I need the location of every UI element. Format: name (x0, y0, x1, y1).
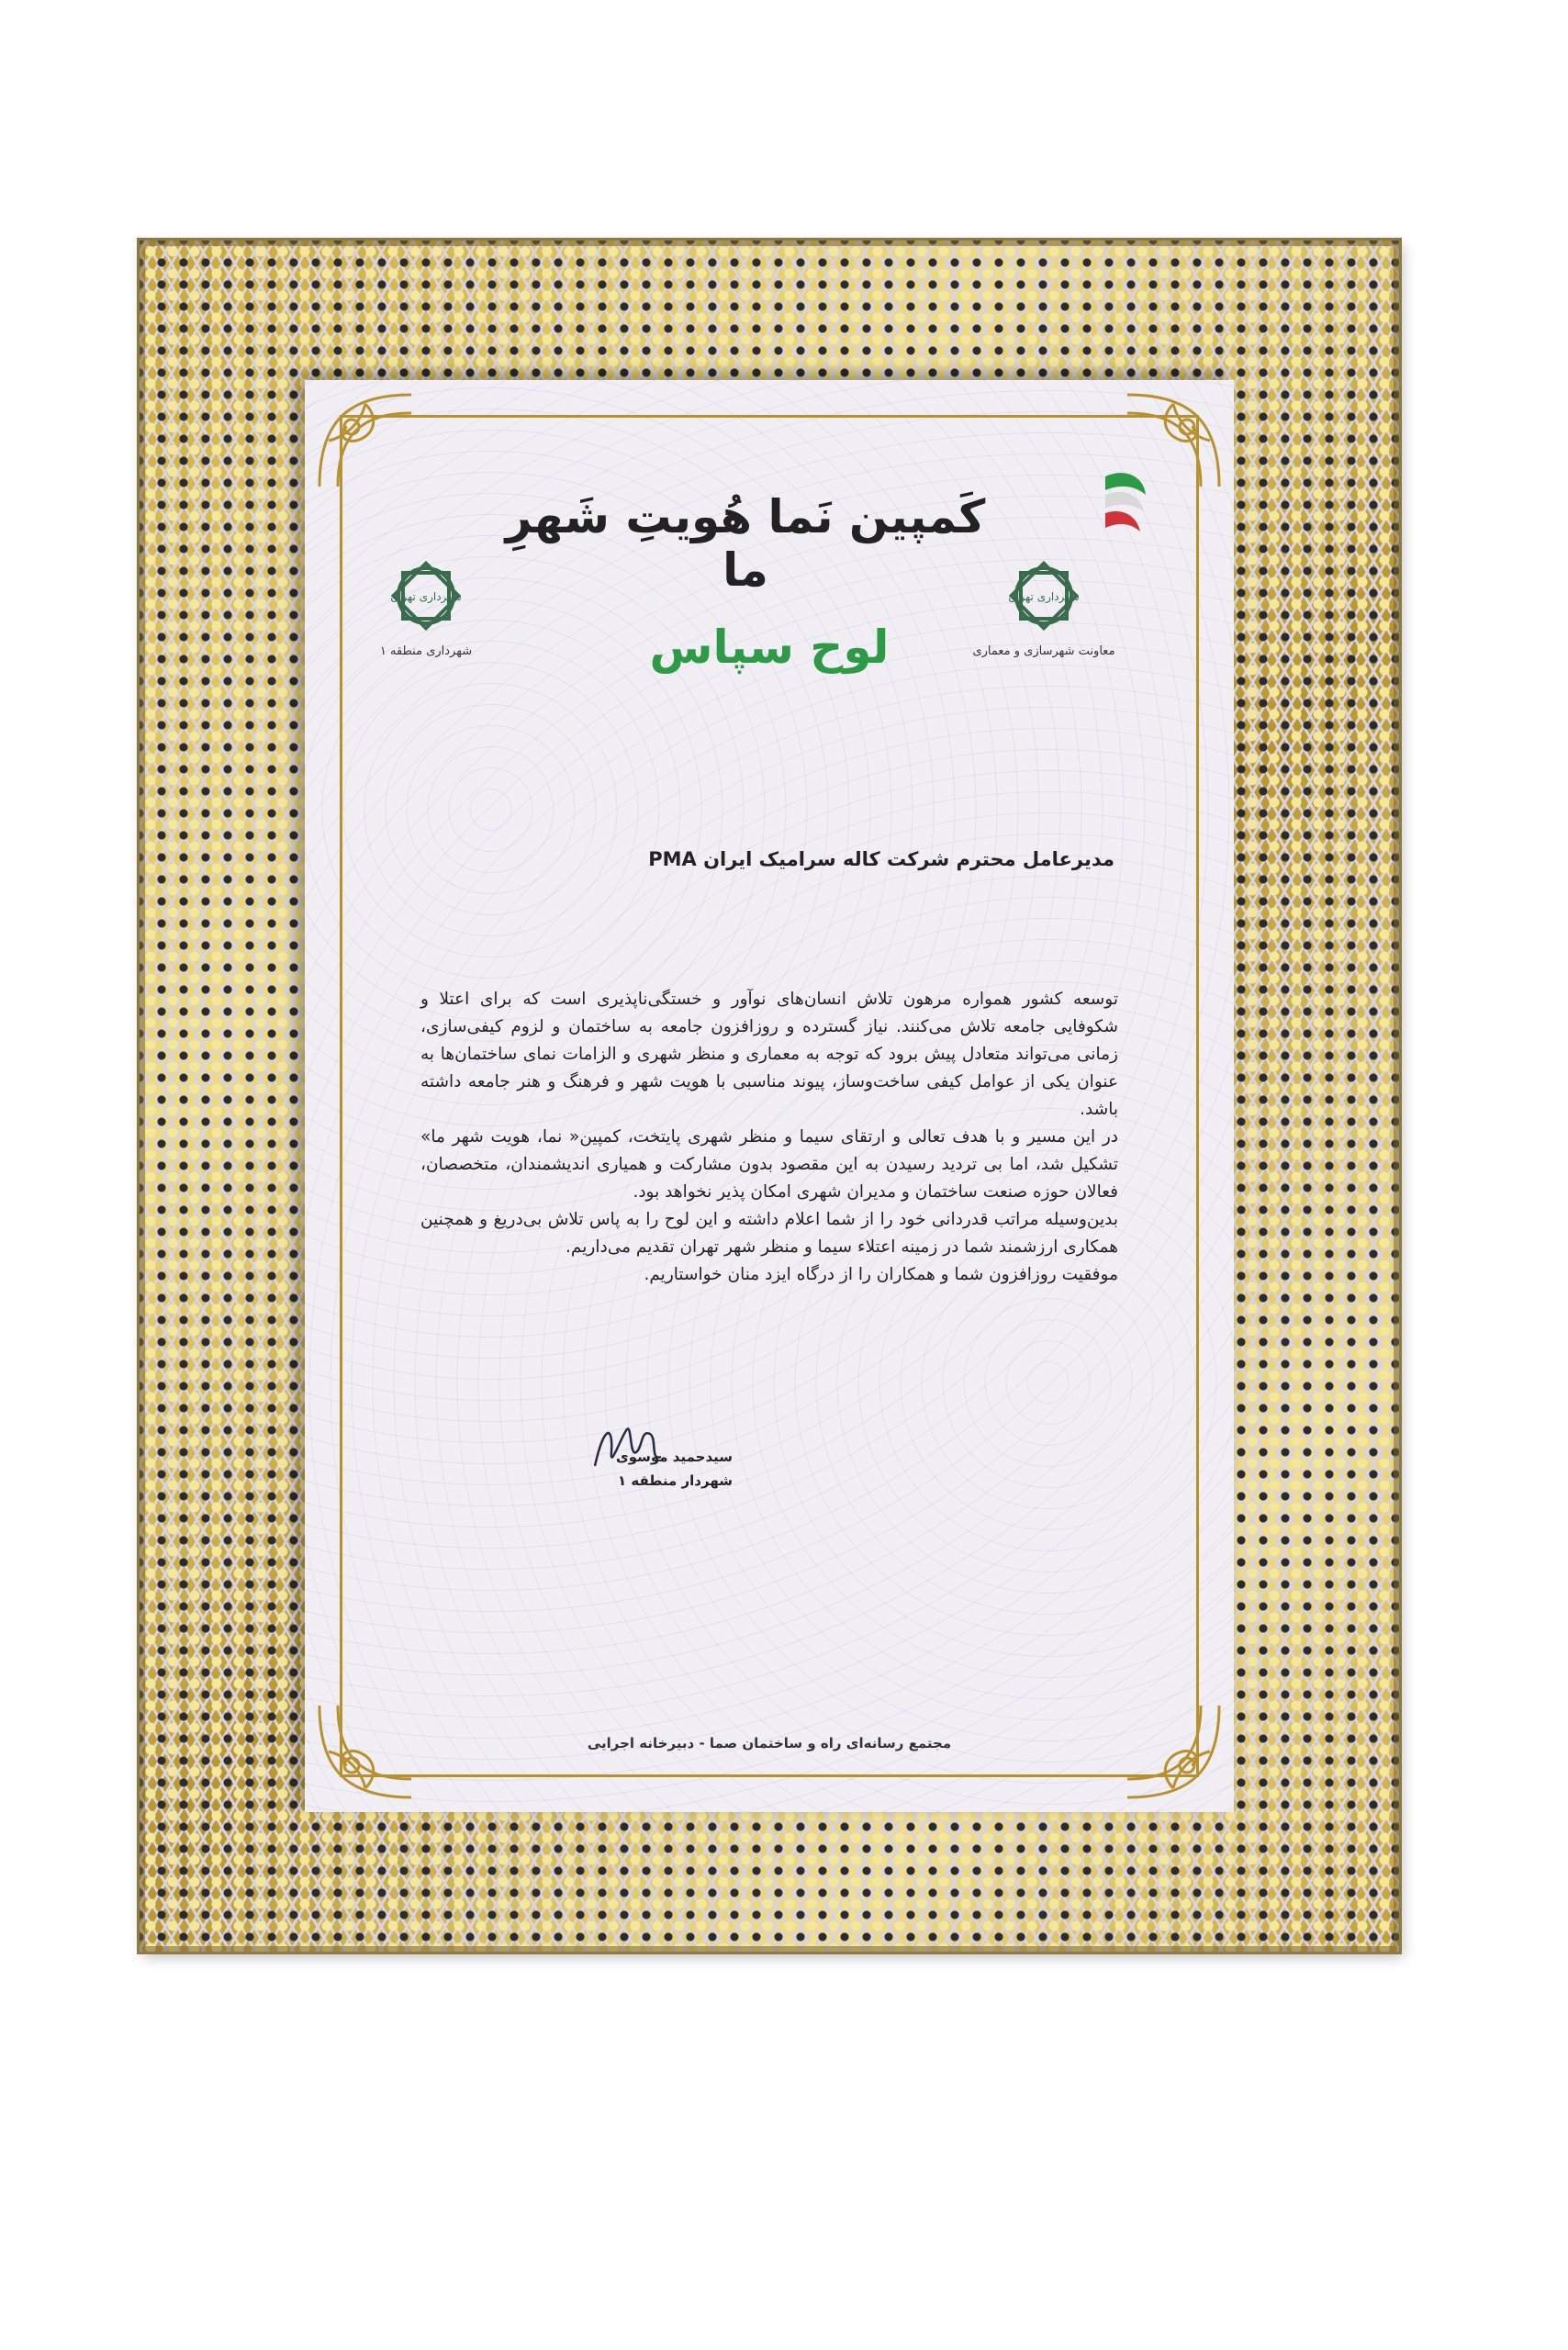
signature-block (531, 1445, 733, 1493)
certificate-paper (305, 380, 1234, 1812)
body-paragraph: در این مسیر و با هدف تعالی و ارتقای سیما و منظر شهری پایتخت، کمپین« نما، هویت شهر ما» تشکیل شد، اما بی تردید رسیدن به این مقصود بدون مشارکت و همیاری اندیشمندان، متخصصان، فعالان حوزه صنعت ساختمان و مدیران شهری امکان پذیر نخواهد بود. (420, 1127, 1118, 1202)
body-paragraph: توسعه کشور همواره مرهون تلاش انسان‌های نوآور و خستگی‌ناپذیری است که برای اعتلا و شکوفایی جامعه تلاش می‌کنند. نیاز گسترده و روزافزون جامعه به ساختمان و لزوم کیفی‌سازی، زمانی می‌تواند متعادل پیش برود که توجه به معماری و منظر شهری و الزامات نمای ساختمان‌ها به عنوان یکی از عوامل کیفی ساخت‌وساز، پیوند مناسبی با هویت شهر و فرهنگ و هنر جامعه داشته باشد. (420, 990, 1118, 1119)
campaign-title: کَمپین نَما هُویتِ شَهرِ ما (505, 490, 986, 597)
recipient-line: مدیرعامل محترم شرکت کاله سرامیک ایران PMA (648, 848, 1114, 870)
ornament-corner-icon (1118, 1696, 1228, 1807)
footer-text: مجتمع رسانه‌ای راه و ساختمان صما - دبیرخانه اجرایی (587, 1735, 952, 1751)
ornament-corner-icon (310, 1696, 420, 1807)
appreciation-body (420, 986, 1118, 1289)
emblem-text-right: شهرداری تهران (1008, 590, 1080, 603)
iran-flag-icon (1098, 467, 1153, 541)
emblem-text-left: شهرداری تهران (390, 590, 462, 603)
signatory-name: سیدحمید موسوی (615, 1449, 733, 1465)
ornament-corner-icon (310, 386, 420, 496)
left-logo-caption: شهرداری منطقه ۱ (379, 644, 473, 658)
municipality-emblem-icon (1002, 554, 1085, 637)
municipality-emblem-icon (385, 554, 467, 637)
body-paragraph: بدین‌وسیله مراتب قدردانی خود را از شما اعلام داشته و این لوح را به پاس تلاش بی‌دریغ و همچنین همکاری ارزشمند شما در زمینه اعتلاء سیما و منظر شهر تهران تقدیم می‌داریم. (420, 1210, 1118, 1257)
body-paragraph: موفقیت روزافزون شما و همکاران را از درگاه ایزد منان خواستاریم. (644, 1265, 1118, 1284)
signatory-title: شهردار منطقه ۱ (618, 1472, 733, 1489)
right-logo-caption: معاونت شهرسازی و معماری (972, 644, 1115, 658)
district-logo (371, 554, 481, 658)
deputy-logo (947, 554, 1140, 658)
khatam-frame (140, 241, 1399, 1952)
plaque-title: لوح سپاس (649, 621, 890, 674)
